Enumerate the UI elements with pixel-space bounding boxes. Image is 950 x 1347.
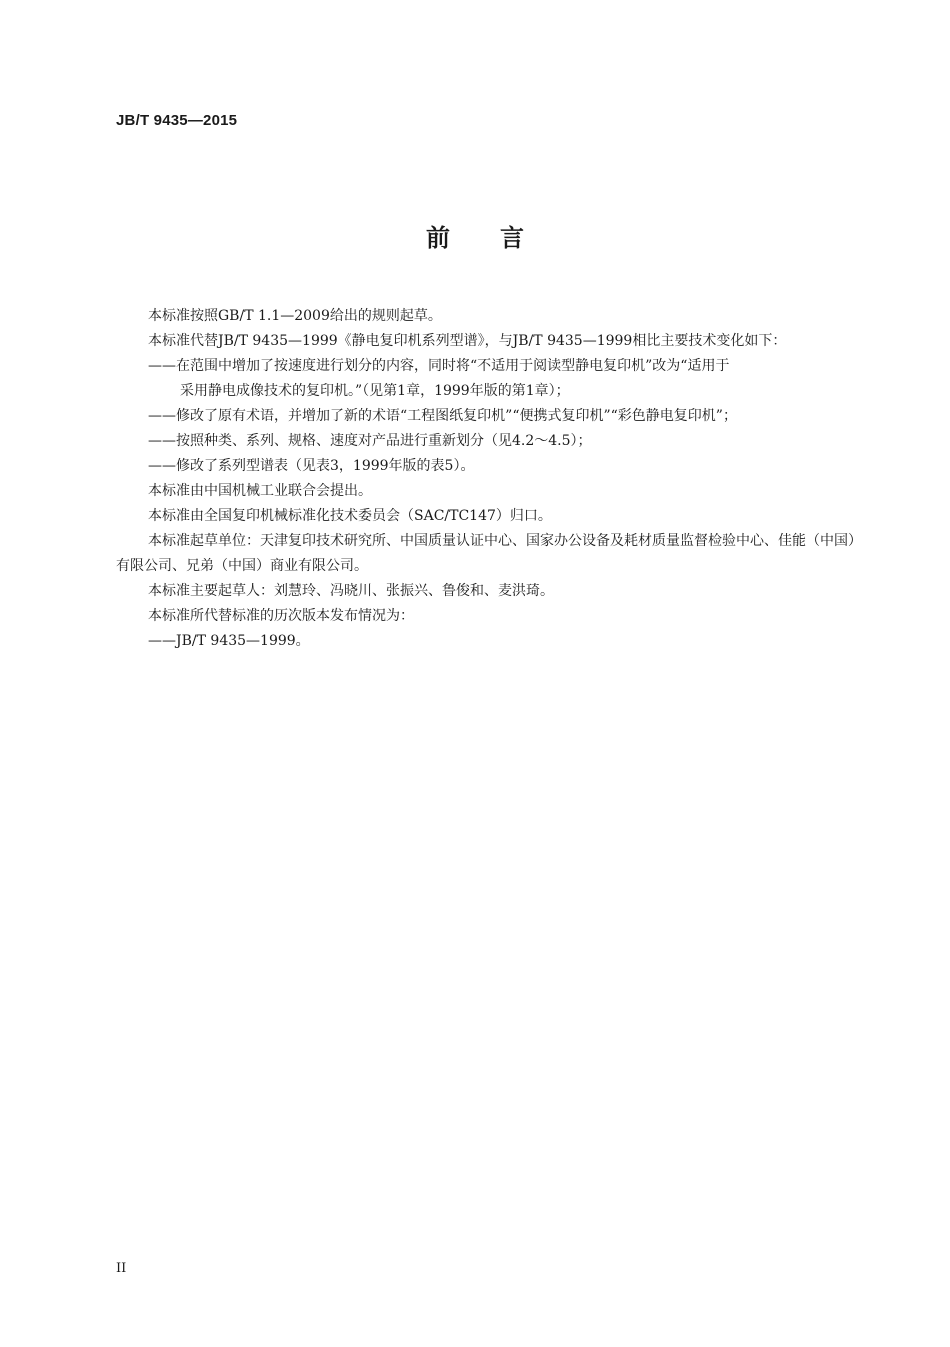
change-item-table: ——修改了系列型谱表（见表3，1999年版的表5）。	[148, 458, 475, 474]
paragraph-centralized-by: 本标准由全国复印机械标准化技术委员会（SAC/TC147）归口。	[148, 508, 552, 524]
paragraph-replacement: 本标准代替JB/T 9435—1999《静电复印机系列型谱》，与JB/T 9435—1999相比主要技术变化如下：	[148, 333, 787, 349]
change-item-terms: ——修改了原有术语，并增加了新的术语“工程图纸复印机”“便携式复印机”“彩色静电复印机”；	[148, 408, 737, 424]
change-item-scope	[116, 354, 862, 404]
page-number: II	[116, 1261, 127, 1276]
foreword-body	[116, 304, 862, 654]
paragraph-proposed-by: 本标准由中国机械工业联合会提出。	[148, 483, 372, 499]
paragraph-history-item: ——JB/T 9435—1999。	[148, 633, 310, 649]
change-item-scope-line1: ——在范围中增加了按速度进行划分的内容，同时将“不适用于阅读型静电复印机”改为“适用于	[148, 358, 730, 374]
paragraph-drafting-rules: 本标准按照GB/T 1.1—2009给出的规则起草。	[148, 308, 442, 324]
standard-code: JB/T 9435—2015	[116, 112, 238, 129]
paragraph-drafters: 本标准主要起草人：刘慧玲、冯晓川、张振兴、鲁俊和、麦洪琦。	[148, 583, 554, 599]
paragraph-history-intro: 本标准所代替标准的历次版本发布情况为：	[148, 608, 414, 624]
page-title: 前言	[426, 224, 574, 252]
change-item-classification: ——按照种类、系列、规格、速度对产品进行重新划分（见4.2～4.5）；	[148, 433, 592, 449]
change-item-scope-line2: 采用静电成像技术的复印机。”（见第1章，1999年版的第1章）；	[180, 383, 570, 399]
paragraph-drafting-units: 本标准起草单位：天津复印技术研究所、中国质量认证中心、国家办公设备及耗材质量监督检验中心、佳能（中国）有限公司、兄弟（中国）商业有限公司。	[116, 533, 862, 574]
